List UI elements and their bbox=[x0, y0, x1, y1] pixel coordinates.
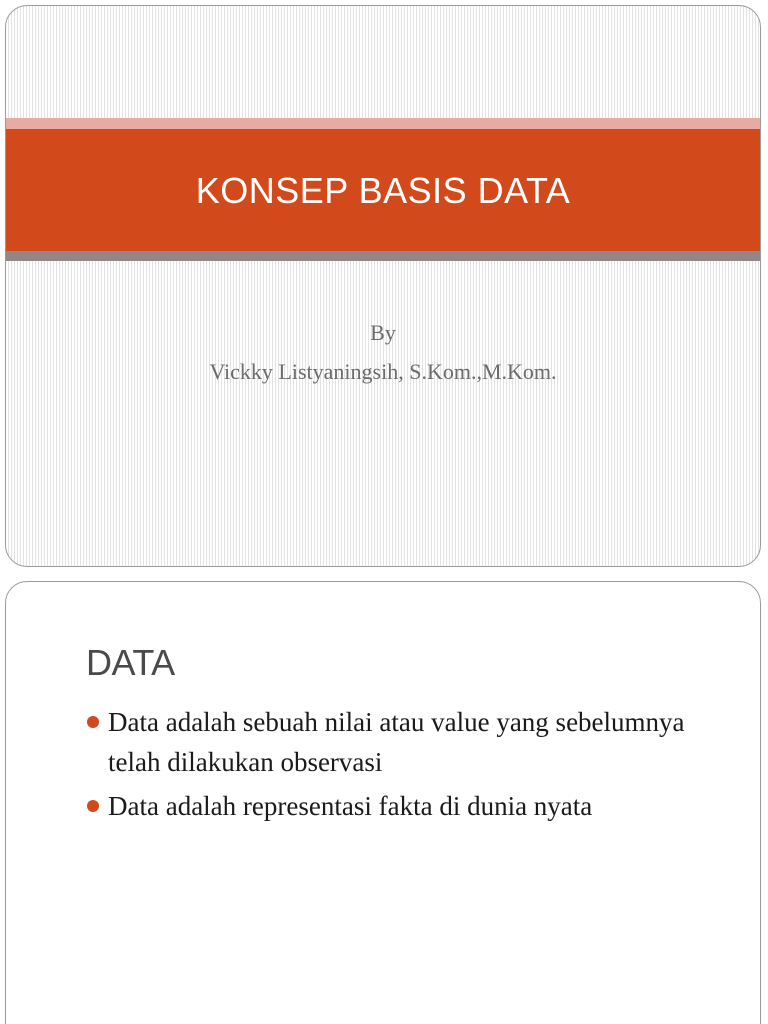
title-accent-stripe-top bbox=[6, 118, 760, 129]
slide-title: KONSEP BASIS DATA bbox=[195, 170, 571, 211]
title-accent-stripe-bottom bbox=[6, 251, 760, 261]
byline-label: By bbox=[370, 320, 396, 345]
list-item bbox=[86, 786, 696, 826]
title-band bbox=[6, 129, 760, 251]
author-name: Vickky Listyaningsih, S.Kom.,M.Kom. bbox=[209, 359, 557, 384]
slide-heading: DATA bbox=[86, 642, 175, 683]
bullet-text: Data adalah sebuah nilai atau value yang sebelumnya telah dilakukan observasi bbox=[108, 707, 685, 777]
bullet-icon bbox=[87, 716, 99, 728]
bullet-icon bbox=[87, 800, 99, 812]
content-slide bbox=[5, 581, 761, 1024]
bullet-text: Data adalah representasi fakta di dunia nyata bbox=[108, 791, 593, 821]
bullet-list bbox=[86, 702, 696, 830]
list-item bbox=[86, 702, 696, 782]
title-slide bbox=[5, 5, 761, 567]
